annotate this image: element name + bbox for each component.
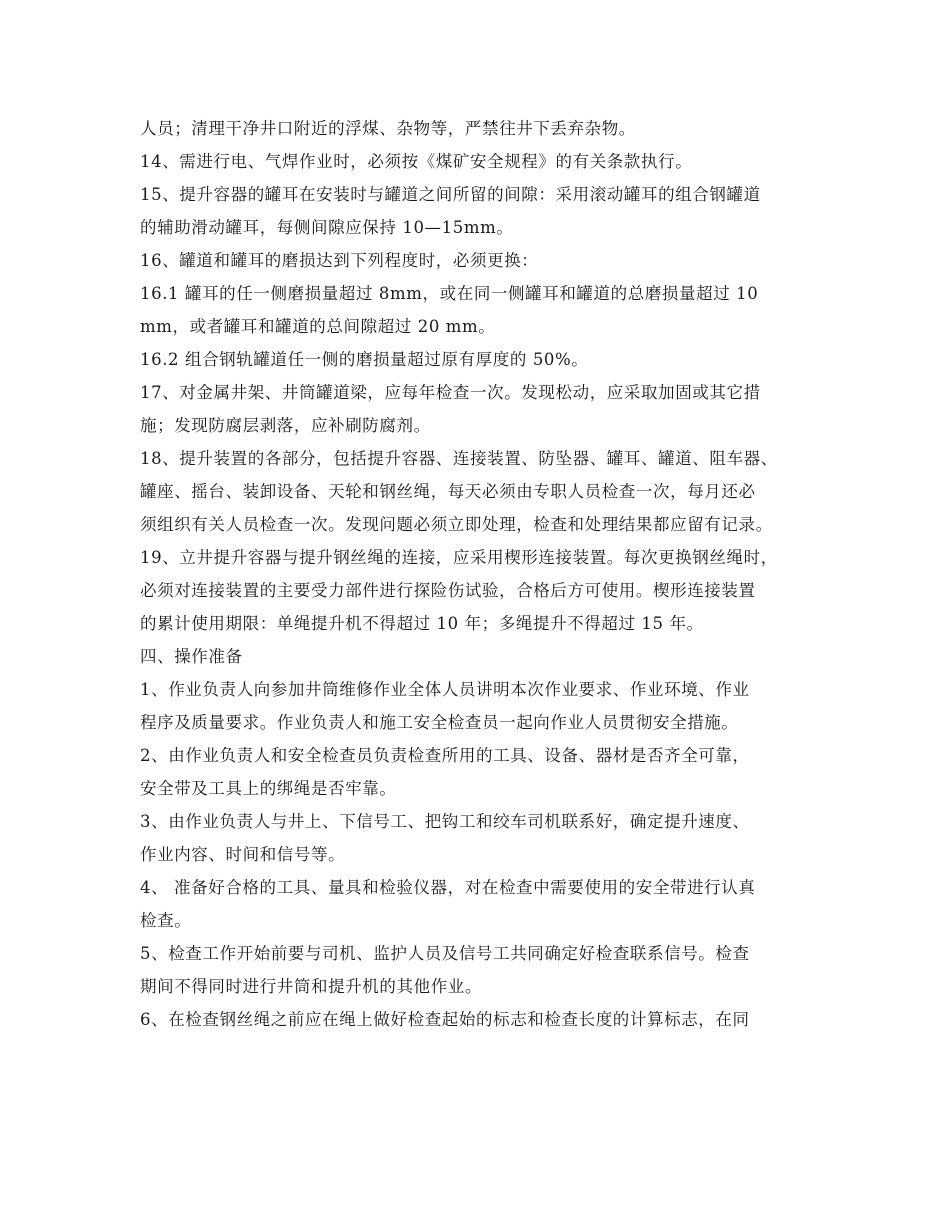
- text-line: 14、需进行电、气焊作业时，必须按《煤矿安全规程》的有关条款执行。: [140, 152, 693, 171]
- text-line: 3、由作业负责人与井上、下信号工、把钩工和绞车司机联系好，确定提升速度、: [140, 812, 750, 831]
- text-line: 18、提升装置的各部分，包括提升容器、连接装置、防坠器、罐耳、罐道、阻车器、: [140, 449, 778, 468]
- text-line: 人员；清理干净井口附近的浮煤、杂物等，严禁往井下丢弃杂物。: [140, 119, 636, 138]
- text-line: 期间不得同时进行井筒和提升机的其他作业。: [140, 977, 482, 996]
- text-line: 罐座、摇台、装卸设备、天轮和钢丝绳，每天必须由专职人员检查一次，每月还必: [140, 482, 756, 501]
- text-line: 16.2 组合钢轨罐道任一侧的磨损量超过原有厚度的 50%。: [140, 350, 589, 369]
- text-line: 的累计使用期限：单绳提升机不得超过 10 年；多绳提升不得超过 15 年。: [140, 614, 704, 633]
- text-line: 须组织有关人员检查一次。发现问题必须立即处理，检查和处理结果都应留有记录。: [140, 515, 773, 534]
- text-line: 15、提升容器的罐耳在安装时与罐道之间所留的间隙：采用滚动罐耳的组合钢罐道: [140, 185, 761, 204]
- text-line: 必须对连接装置的主要受力部件进行探险伤试验，合格后方可使用。楔形连接装置: [140, 581, 756, 600]
- text-line: 作业内容、时间和信号等。: [140, 845, 346, 864]
- text-line: 5、检查工作开始前要与司机、监护人员及信号工共同确定好检查联系信号。检查: [140, 944, 750, 963]
- text-line: 6、在检查钢丝绳之前应在绳上做好检查起始的标志和检查长度的计算标志，在同: [140, 1010, 750, 1029]
- document-body: [140, 112, 830, 1036]
- text-line: 施；发现防腐层剥落，应补刷防腐剂。: [140, 416, 431, 435]
- text-line: 安全带及工具上的绑绳是否牢靠。: [140, 779, 397, 798]
- text-line: mm，或者罐耳和罐道的总间隙超过 20 mm。: [140, 317, 496, 336]
- text-line: 4、 准备好合格的工具、量具和检验仪器，对在检查中需要使用的安全带进行认真: [140, 878, 756, 897]
- text-line: 2、由作业负责人和安全检查员负责检查所用的工具、设备、器材是否齐全可靠，: [140, 746, 750, 765]
- text-line: 的辅助滑动罐耳，每侧间隙应保持 10—15mm。: [140, 218, 514, 237]
- text-line: 1、作业负责人向参加井筒维修作业全体人员讲明本次作业要求、作业环境、作业: [140, 680, 750, 699]
- text-line: 检查。: [140, 911, 192, 930]
- text-line: 16.1 罐耳的任一侧磨损量超过 8mm，或在同一侧罐耳和罐道的总磨损量超过 10: [140, 284, 759, 303]
- section-heading: 四、操作准备: [140, 647, 243, 666]
- text-line: 16、罐道和罐耳的磨损达到下列程度时，必须更换：: [140, 251, 539, 270]
- text-line: 17、对金属井架、井筒罐道梁，应每年检查一次。发现松动，应采取加固或其它措: [140, 383, 761, 402]
- text-line: 19、立井提升容器与提升钢丝绳的连接，应采用楔形连接装置。每次更换钢丝绳时，: [140, 548, 778, 567]
- text-line: 程序及质量要求。作业负责人和施工安全检查员一起向作业人员贯彻安全措施。: [140, 713, 739, 732]
